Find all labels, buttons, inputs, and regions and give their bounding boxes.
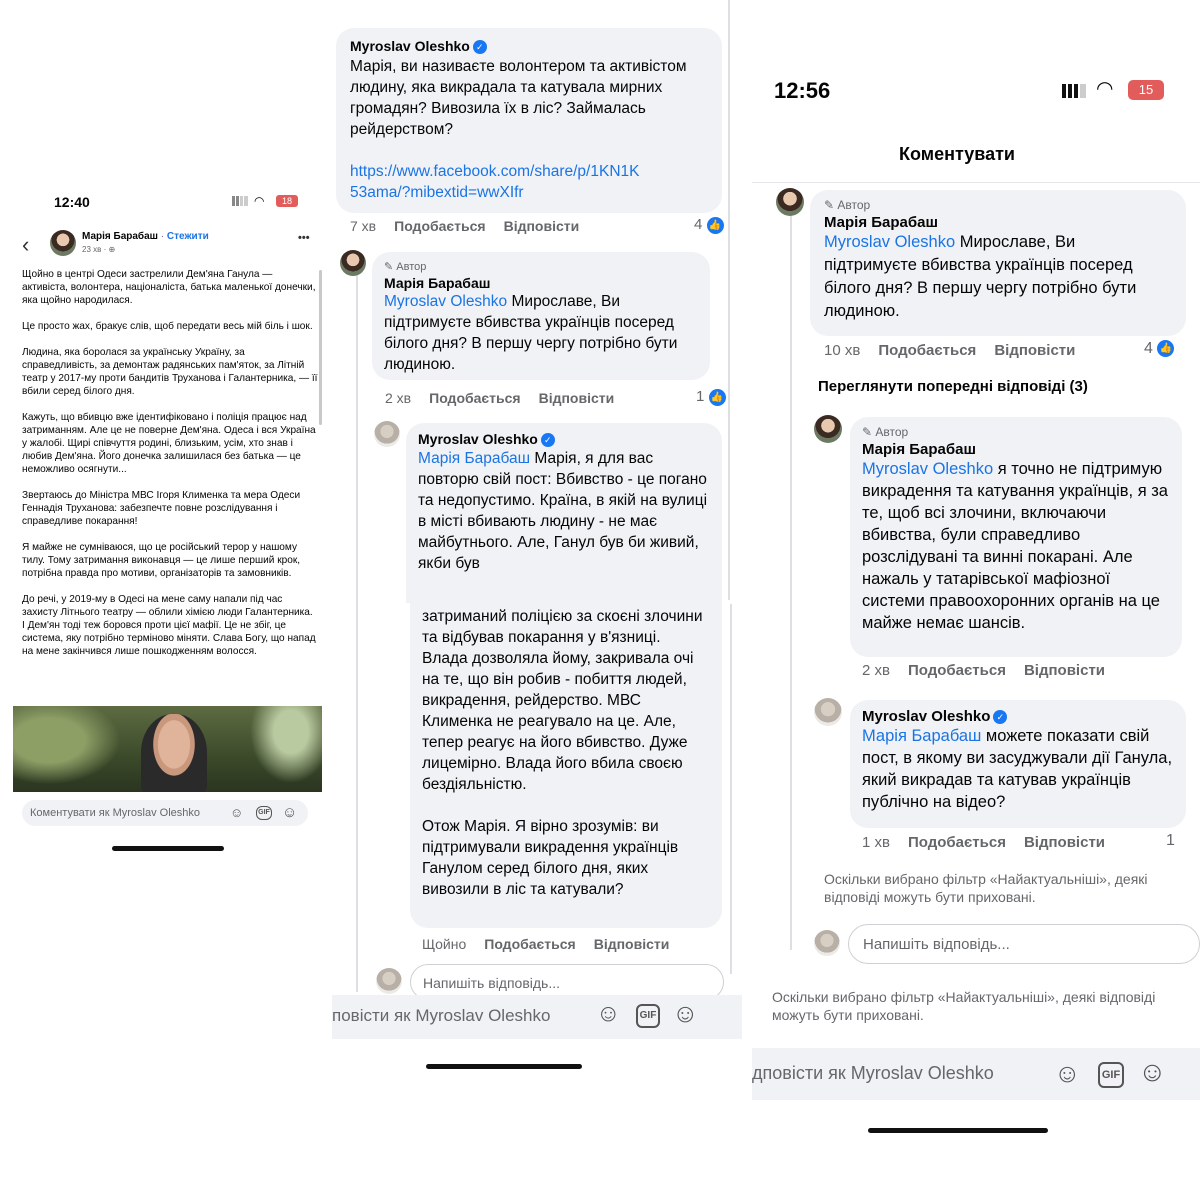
comment-meta [862,834,1123,851]
like-button[interactable]: Подобається [907,662,1006,679]
scroll-edge [730,604,732,974]
comment-meta [824,342,1093,359]
sticker-icon[interactable]: ☺ [230,805,244,820]
reply-button[interactable]: Відповісти [593,936,670,952]
pencil-icon: ✎ [384,261,394,273]
reply-bubble[interactable] [850,417,1182,657]
comment-input[interactable] [22,800,308,826]
like-icon: 👍 [709,389,726,406]
thread-panel-right [752,0,1200,1200]
sticker-icon[interactable]: ☺ [596,1000,621,1027]
author-name[interactable]: Марія Барабаш [82,231,159,242]
filter-note: Оскільки вибрано фільтр «Найактуальніші», деякі відповіді можуть бути приховані. [824,871,1148,905]
scrollbar[interactable] [319,270,322,425]
comment-text: Отож Марія. Я вірно зрозумів: ви підтримували викрадення українців Ганулом серед білого дня, яких вивозили в ліс та катували? [422,818,679,898]
commenter-name[interactable]: Марія Барабаш [384,275,491,291]
reply-bubble[interactable] [372,252,710,380]
like-button[interactable]: Подобається [429,390,521,406]
author-badge: ✎ Автор [824,198,871,212]
comment-placeholder: Коментувати як Myroslav Oleshko [30,807,201,819]
status-time: 12:40 [54,194,90,210]
reaction-count[interactable]: 4 👍 [1144,340,1174,358]
wifi-icon: ◠ [1096,78,1114,100]
author-badge: ✎ Автор [384,261,427,273]
comment-time: 7 хв [350,218,377,234]
comment-meta [385,390,632,406]
reply-button[interactable]: Відповісти [1023,662,1106,679]
post-header: Марія Барабаш · Стежити [82,231,209,242]
post-paragraph: Я майже не сумніваюся, що це російський терор у нашому тилу. Тому затримання виконавця — це лише перший крок, потрібна правда про мотиви, організаторів та замовників. [22,542,301,579]
thread-line [356,272,358,992]
thread-line [790,210,792,950]
emoji-icon[interactable]: ☺ [282,804,298,821]
reply-bubble[interactable] [406,423,722,603]
reply-input[interactable]: Напишіть відповідь... [410,964,724,1000]
comment-link[interactable]: https://www.facebook.com/share/p/1KN1K53ama/?mibextid=wwXIfr [350,163,640,202]
verified-icon: ✓ [993,710,1007,724]
post-paragraph: До речі, у 2019-му в Одесі на мене саму напали під час захисту Літнього театру — облили хімією люди Галантерника. І Дем'ян тоді теж боровся проти цієї мафії. Це не збіг, це система, яку потрібно терміново міняти. Слава Богу, що напад на мене закінчився лише пошкодженням волосся. [22,594,316,657]
home-indicator[interactable] [868,1128,1048,1133]
my-avatar [376,968,402,994]
like-button[interactable]: Подобається [394,218,486,234]
comment-bubble[interactable] [810,190,1186,336]
back-icon[interactable]: ‹ [22,232,30,257]
commenter-avatar[interactable] [374,421,400,447]
verified-icon: ✓ [473,40,487,54]
reply-button[interactable]: Відповісти [538,390,615,406]
battery-badge: 15 [1128,80,1164,100]
like-icon: 👍 [1157,340,1174,357]
mention-link[interactable]: Марія Барабаш [418,450,531,468]
commenter-name[interactable]: Myroslav Oleshko [418,431,538,447]
comment-meta [350,218,597,234]
comment-placeholder[interactable]: дповісти як Myroslav Oleshko [752,1063,994,1083]
like-button[interactable]: Подобається [484,936,576,952]
author-avatar[interactable] [814,415,842,443]
scroll-edge [728,0,730,600]
home-indicator[interactable] [426,1064,582,1069]
author-avatar[interactable] [340,250,366,276]
post-photo[interactable] [13,706,322,792]
globe-icon: ⊕ [108,245,116,254]
sticker-icon[interactable]: ☺ [1054,1058,1081,1088]
commenter-name[interactable]: Myroslav Oleshko [350,38,470,54]
post-paragraph: Кажуть, що вбивцю вже ідентифіковано і поліція працює над затриманням. Але це не поверне Дем'яна. Одеса і вся Україна у жалобі. Щирі співчуття родині, близьким, усім, хто знав і любив Дем'яна. Його донечка залишилася без батька — це неможливо осягнути... [22,412,316,475]
page-title: Коментувати [899,144,1015,164]
comment-time: 1 хв [862,834,890,851]
wifi-icon: ◠ [254,194,265,208]
comment-meta [862,662,1123,679]
comment-text: Myroslav Oleshko я точно не підтримую викрадення та катування українців, я за те, щоб всі злочини, включаючи вбивства, були справедливо розслідувані та винні покарані. Але нажаль у татарівської мафіозної системи правоохоронних органів на це майже немає шансів. [862,460,1168,632]
comment-time: 2 хв [385,390,412,406]
comment-placeholder[interactable]: повісти як Myroslav Oleshko [332,1006,551,1025]
comment-text: Марія Барабаш Марія, я для вас повторю свій пост: Вбивство - це погано та недопустимо. Країна, в якій на вулиці в місті вбивають людину - не має майбутнього. Але, Ганул був би живий, якби був [418,450,708,573]
comment-text: Myroslav Oleshko Мирославе, Ви підтримуєте вбивства українців посеред білого дня? В першу чергу потрібно бути людиною. [824,233,1137,320]
post-paragraph: Людина, яка боролася за українську Україну, за справедливість, за демонтаж радянських пам'яток, за Літній театр у 2017-му проти бандитів Труханова і Галантерника, — її вбили серед білого дня. [22,347,318,397]
post-time: 23 хв · ⊕ [82,245,116,254]
mention-link[interactable]: Myroslav Oleshko [824,233,956,251]
reply-button[interactable]: Відповісти [994,342,1076,359]
reply-bubble-continued[interactable] [410,602,722,928]
comment-time: 2 хв [862,662,890,679]
signal-icon [232,196,248,206]
reaction-count[interactable]: 4 👍 [694,216,724,234]
commenter-name[interactable]: Марія Барабаш [862,441,977,458]
comment-meta [422,936,687,952]
my-avatar [814,930,840,956]
author-avatar[interactable] [776,188,804,216]
post-body [22,268,318,658]
commenter-name[interactable]: Myroslav Oleshko [862,708,991,725]
post-screenshot-panel [0,170,330,870]
post-paragraph: Звертаюсь до Міністра МВС Ігоря Клименка та мера Одеси Геннадія Труханова: забезпечте повне розслідування і справедливе покарання! [22,490,301,527]
pencil-icon: ✎ [862,425,873,439]
comment-time: 10 хв [824,342,861,359]
author-avatar[interactable] [50,230,76,256]
comment-text: Марія, ви називаєте волонтером та активістом людину, яка викрадала та катувала мирних громадян? Вивозила їх в ліс? Займалась рейдерством? [350,58,687,139]
mention-link[interactable]: Myroslav Oleshko [384,293,508,310]
header-divider [752,182,1200,183]
battery-badge: 18 [276,195,298,207]
like-button[interactable]: Подобається [907,834,1006,851]
thread-panel-middle [332,0,742,1090]
view-previous-replies[interactable]: Переглянути попередні відповіді (3) [818,378,1088,395]
commenter-avatar[interactable] [814,698,842,726]
reaction-count[interactable]: 1 [1166,832,1175,849]
like-icon: 👍 [707,217,724,234]
comment-bubble[interactable] [336,28,722,213]
post-paragraph: Це просто жах, бракує слів, щоб передати весь мій біль і шок. [22,321,313,332]
reply-input[interactable]: Напишіть відповідь... [848,924,1200,964]
filter-note: Оскільки вибрано фільтр «Найактуальніші», деякі відповіді можуть бути приховані. [772,989,1156,1023]
gif-icon[interactable]: GIF [256,806,272,820]
mention-link[interactable]: Myroslav Oleshko [862,460,994,478]
person-figure [141,714,207,792]
status-time: 12:56 [774,78,831,103]
author-badge: ✎ Автор [862,425,909,439]
reply-bubble[interactable] [850,700,1186,828]
verified-icon: ✓ [541,433,555,447]
emoji-icon[interactable]: ☺ [672,998,699,1028]
commenter-name[interactable]: Марія Барабаш [824,214,939,231]
pencil-icon: ✎ [824,198,835,212]
like-button[interactable]: Подобається [878,342,977,359]
comment-text: Myroslav Oleshko Мирославе, Ви підтримуєте вбивства українців посеред білого дня? В першу чергу потрібно бути людиною. [384,293,678,373]
comment-text: Марія Барабаш можете показати свій пост, в якому ви засуджували дії Ганула, який викрадав та катував українців публічно на відео? [862,727,1173,811]
reaction-count[interactable]: 1 👍 [696,388,726,406]
reply-button[interactable]: Відповісти [503,218,580,234]
mention-link[interactable]: Марія Барабаш [862,727,982,745]
home-indicator[interactable] [112,846,224,851]
gif-icon[interactable]: GIF [1098,1062,1124,1088]
reply-button[interactable]: Відповісти [1023,834,1106,851]
signal-icon [1062,84,1086,98]
post-paragraph: Щойно в центрі Одеси застрелили Дем'яна Ганула — активіста, волонтера, націоналіста, батька маленької донечки, яка щойно народилася. [22,269,316,306]
follow-button[interactable]: Стежити [166,231,209,242]
comment-time: Щойно [422,936,467,952]
emoji-icon[interactable]: ☺ [1138,1056,1167,1087]
comment-text: затриманий поліцією за скоєні злочини та відбував покарання у в'язниці. Влада дозволяла йому, закривала очі на те, що він робив - побиття людей, викрадення, рейдерство. МВС Клименка не реагувало на це. Але, тепер реагує на його вбивство. Дуже лицемірно. Влада його вбила своєю бездіяльністю. [422,608,703,793]
gif-icon[interactable]: GIF [636,1004,660,1028]
more-options-button[interactable]: ••• [298,232,310,244]
